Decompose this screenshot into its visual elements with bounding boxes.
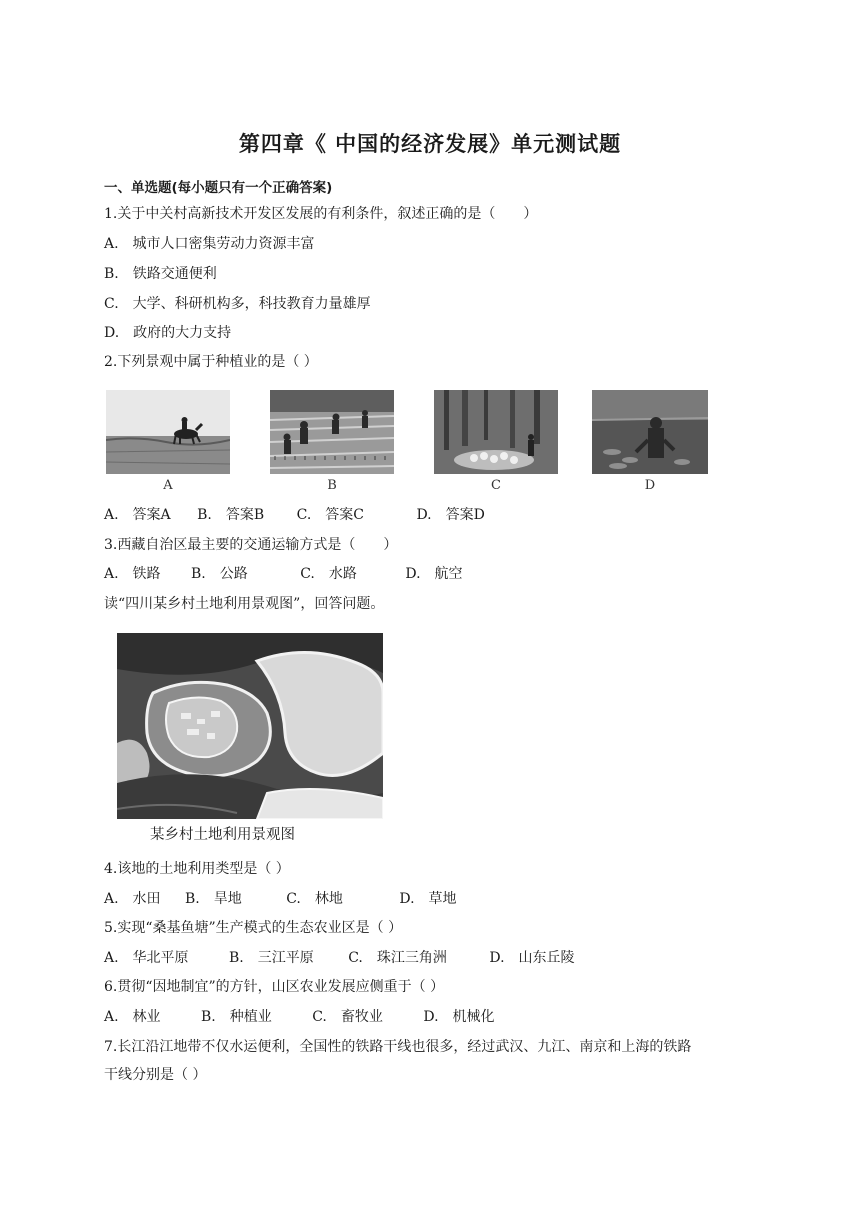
question-6-options [104,1007,495,1027]
terrace-landscape-image [117,633,383,819]
figure-d-image [592,390,708,474]
figure-b-label: B [327,478,337,493]
question-4-stem: 4.该地的土地利用类型是（ ） [104,861,290,877]
question-3-option-d: D. 航空 [405,566,463,582]
question-1-option-c: C. 大学、科研机构多，科技教育力量雄厚 [104,296,371,312]
question-1-option-b: B. 铁路交通便利 [104,266,217,282]
figure-a-image [106,390,230,474]
question-5-option-b: B. 三江平原 [229,950,314,966]
question-2-option-c: C. 答案C [296,507,364,523]
question-2-options [104,505,485,525]
question-7-stem-line-2: 干线分别是（ ） [104,1067,207,1083]
question-4-option-c: C. 林地 [286,891,343,907]
question-2-option-b: B. 答案B [197,507,265,523]
question-5-options [104,948,575,968]
question-6-option-d: D. 机械化 [423,1009,495,1025]
question-6-option-b: B. 种植业 [201,1009,272,1025]
question-5-option-c: C. 珠江三角洲 [348,950,447,966]
question-5-option-d: D. 山东丘陵 [489,950,575,966]
figure-b-image [270,390,394,474]
page-title: 第四章《 中国的经济发展》单元测试题 [238,132,622,156]
figure-a-label: A [163,478,173,493]
section-heading: 一、单选题(每小题只有一个正确答案) [104,180,333,196]
figure-c-image [434,390,558,474]
figure-c-label: C [491,478,501,493]
question-4-options [104,889,457,909]
question-6-option-c: C. 畜牧业 [312,1009,383,1025]
question-2-option-a: A. 答案A [104,507,171,523]
question-4-option-b: B. 旱地 [185,891,242,907]
figure-d-label: D [644,478,656,493]
figure-d [592,390,708,493]
question-3-option-c: C. 水路 [300,566,357,582]
question-7-stem-line-1: 7.长江沿江地带不仅水运便利，全国性的铁路干线也很多，经过武汉、九江、南京和上海的铁路 [104,1039,692,1055]
question-3-option-b: B. 公路 [191,566,248,582]
reading-prompt: 读“四川某乡村土地利用景观图”，回答问题。 [104,596,385,612]
question-2-stem: 2.下列景观中属于种植业的是（ ） [104,354,318,370]
question-4-option-d: D. 草地 [399,891,457,907]
question-2-option-d: D. 答案D [416,507,485,523]
question-2-figures [104,390,724,498]
question-3-options [104,564,463,584]
question-1-option-a: A. 城市人口密集劳动力资源丰富 [104,236,315,252]
figure-a [106,390,230,493]
figure-c [434,390,558,493]
question-5-option-a: A. 华北平原 [104,950,189,966]
question-6-option-a: A. 林业 [104,1009,161,1025]
question-1-stem: 1.关于中关村高新技术开发区发展的有利条件，叙述正确的是（ ） [104,206,538,222]
question-5-stem: 5.实现“桑基鱼塘”生产模式的生态农业区是（ ） [104,920,403,936]
question-4-option-a: A. 水田 [104,891,161,907]
question-6-stem: 6.贯彻“因地制宜”的方针，山区农业发展应侧重于（ ） [104,979,445,995]
question-3-option-a: A. 铁路 [104,566,161,582]
question-1-option-d: D. 政府的大力支持 [104,325,232,341]
land-use-photo [117,633,383,819]
question-3-stem: 3.西藏自治区最主要的交通运输方式是（ ） [104,537,398,553]
figure-b [270,390,394,493]
photo-caption: 某乡村土地利用景观图 [150,827,295,843]
